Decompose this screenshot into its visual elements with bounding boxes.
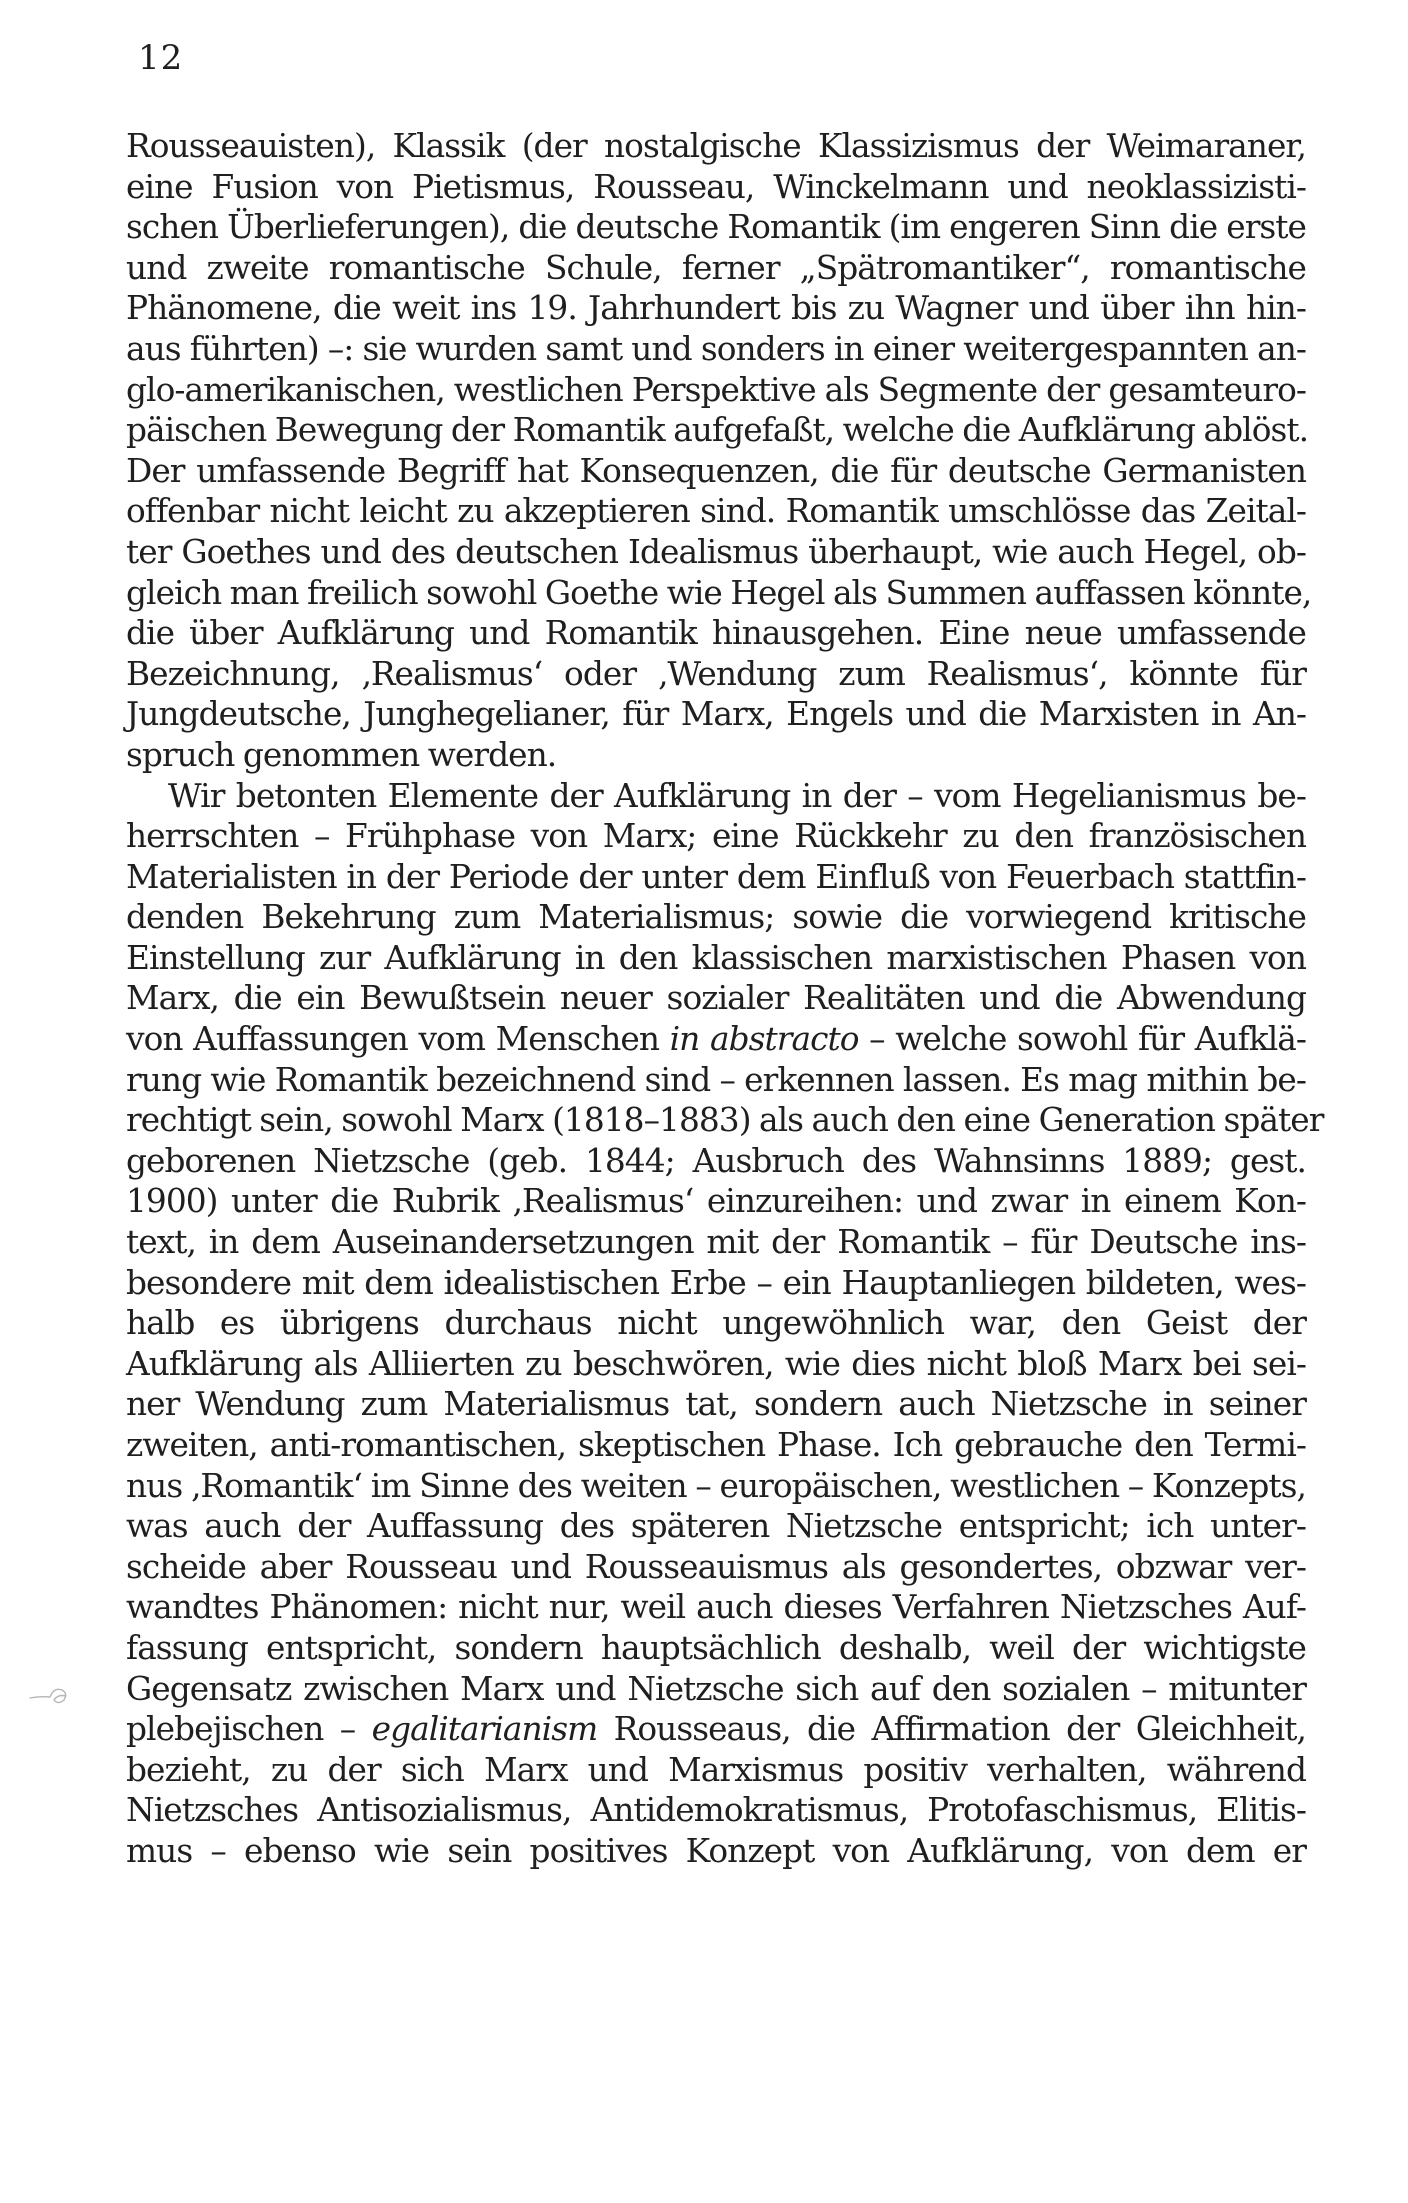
text-line: Rousseauisten), Klassik (der nostalgische Klassizismus der Weimaraner, xyxy=(126,127,1306,165)
text-segment: von Auffassungen vom Menschen xyxy=(126,1020,670,1059)
text-line: offenbar nicht leicht zu akzeptieren sind. Romantik umschlösse das Zeital- xyxy=(126,492,1306,531)
text-line: Jungdeutsche, Junghegelianer, für Marx, Engels und die Marxisten in An- xyxy=(126,695,1306,734)
text-line: Gegensatz zwischen Marx und Nietzsche sich auf den sozialen – mitunter xyxy=(126,1669,1306,1708)
text-segment: plebejischen – xyxy=(126,1710,372,1749)
text-line: Bezeichnung, ‚Realismus‘ oder ‚Wendung zum Realismus‘, könnte für xyxy=(126,654,1306,693)
text-segment: – welche sowohl für Aufklä- xyxy=(858,1020,1306,1059)
text-line: ner Wendung zum Materialismus tat, sondern auch Nietzsche in seiner xyxy=(126,1385,1306,1424)
text-line: bezieht, zu der sich Marx und Marxismus positiv verhalten, während xyxy=(126,1750,1306,1789)
text-line: 1900) unter die Rubrik ‚Realismus‘ einzureihen: und zwar in einem Kon- xyxy=(126,1182,1306,1221)
text-line: halb es übrigens durchaus nicht ungewöhnlich war, den Geist der xyxy=(126,1304,1306,1343)
text-line: Der umfassende Begriff hat Konsequenzen, die für deutsche Germanisten xyxy=(126,451,1306,490)
text-line: mus – ebenso wie sein positives Konzept von Aufklärung, von dem er xyxy=(126,1831,1306,1870)
text-segment: Rousseaus, die Affirmation der Gleichheit, xyxy=(597,1710,1306,1749)
text-line: nus ‚Romantik‘ im Sinne des weiten – europäischen, westlichen – Konzepts, xyxy=(126,1466,1306,1505)
text-line: was auch der Auffassung des späteren Nietzsche entspricht; ich unter- xyxy=(126,1507,1306,1546)
text-line: Materialisten in der Periode der unter dem Einfluß von Feuerbach stattfin- xyxy=(126,857,1306,896)
text-line xyxy=(126,1019,1306,1060)
page-number: 12 xyxy=(138,38,184,78)
text-line: denden Bekehrung zum Materialismus; sowie die vorwiegend kritische xyxy=(126,898,1306,937)
text-line: eine Fusion von Pietismus, Rousseau, Winckelmann und neoklassizisti- xyxy=(126,167,1306,206)
text-line: schen Überlieferungen), die deutsche Romantik (im engeren Sinn die erste xyxy=(126,208,1306,247)
text-line: Phänomene, die weit ins 19. Jahrhundert bis zu Wagner und über ihn hin- xyxy=(126,289,1306,328)
text-line: rechtigt sein, sowohl Marx (1818–1883) als auch den eine Generation später xyxy=(126,1101,1324,1140)
body-text xyxy=(126,126,1324,1872)
text-line: glo-amerikanischen, westlichen Perspektive als Segmente der gesamteuro- xyxy=(126,370,1306,409)
text-line xyxy=(126,1709,1306,1750)
text-line: wandtes Phänomen: nicht nur, weil auch dieses Verfahren Nietzsches Auf- xyxy=(126,1588,1306,1627)
text-line: Wir betonten Elemente der Aufklärung in der – vom Hegelianismus be- xyxy=(168,776,1306,815)
text-line: Einstellung zur Aufklärung in den klassischen marxistischen Phasen von xyxy=(126,938,1306,977)
text-line: aus führten) –: sie wurden samt und sonders in einer weitergespannten an- xyxy=(126,329,1306,368)
pencil-mark-icon xyxy=(28,1684,80,1708)
italic-phrase: egalitarianism xyxy=(371,1710,598,1749)
text-line: scheide aber Rousseau und Rousseauismus als gesondertes, obzwar ver- xyxy=(126,1547,1306,1586)
text-line: und zweite romantische Schule, ferner „Spätromantiker“, romantische xyxy=(126,248,1306,287)
text-line: Aufklärung als Alliierten zu beschwören, wie dies nicht bloß Marx bei sei- xyxy=(126,1344,1306,1383)
text-line: päischen Bewegung der Romantik aufgefaßt, welche die Aufklärung ablöst. xyxy=(126,411,1309,450)
text-line: Nietzsches Antisozialismus, Antidemokratismus, Protofaschismus, Elitis- xyxy=(126,1791,1306,1830)
text-line: fassung entspricht, sondern hauptsächlich deshalb, weil der wichtigste xyxy=(126,1628,1306,1667)
text-line: geborenen Nietzsche (geb. 1844; Ausbruch des Wahnsinns 1889; gest. xyxy=(126,1141,1306,1180)
text-line: rung wie Romantik bezeichnend sind – erkennen lassen. Es mag mithin be- xyxy=(126,1060,1306,1099)
text-line: besondere mit dem idealistischen Erbe – ein Hauptanliegen bildeten, wes- xyxy=(126,1263,1306,1302)
text-line: text, in dem Auseinandersetzungen mit der Romantik – für Deutsche ins- xyxy=(126,1223,1306,1262)
text-line: herrschten – Frühphase von Marx; eine Rückkehr zu den französischen xyxy=(126,817,1306,856)
text-line: zweiten, anti-romantischen, skeptischen Phase. Ich gebrauche den Termi- xyxy=(126,1426,1306,1464)
text-line: gleich man freilich sowohl Goethe wie Hegel als Summen auffassen könnte, xyxy=(126,573,1312,612)
text-line: ter Goethes und des deutschen Idealismus überhaupt, wie auch Hegel, ob- xyxy=(126,532,1306,571)
text-line: spruch genommen werden. xyxy=(126,735,557,774)
text-line: Marx, die ein Bewußtsein neuer sozialer Realitäten und die Abwendung xyxy=(126,979,1306,1018)
italic-phrase: in abstracto xyxy=(669,1020,859,1059)
text-line: die über Aufklärung und Romantik hinausgehen. Eine neue umfassende xyxy=(126,614,1306,653)
